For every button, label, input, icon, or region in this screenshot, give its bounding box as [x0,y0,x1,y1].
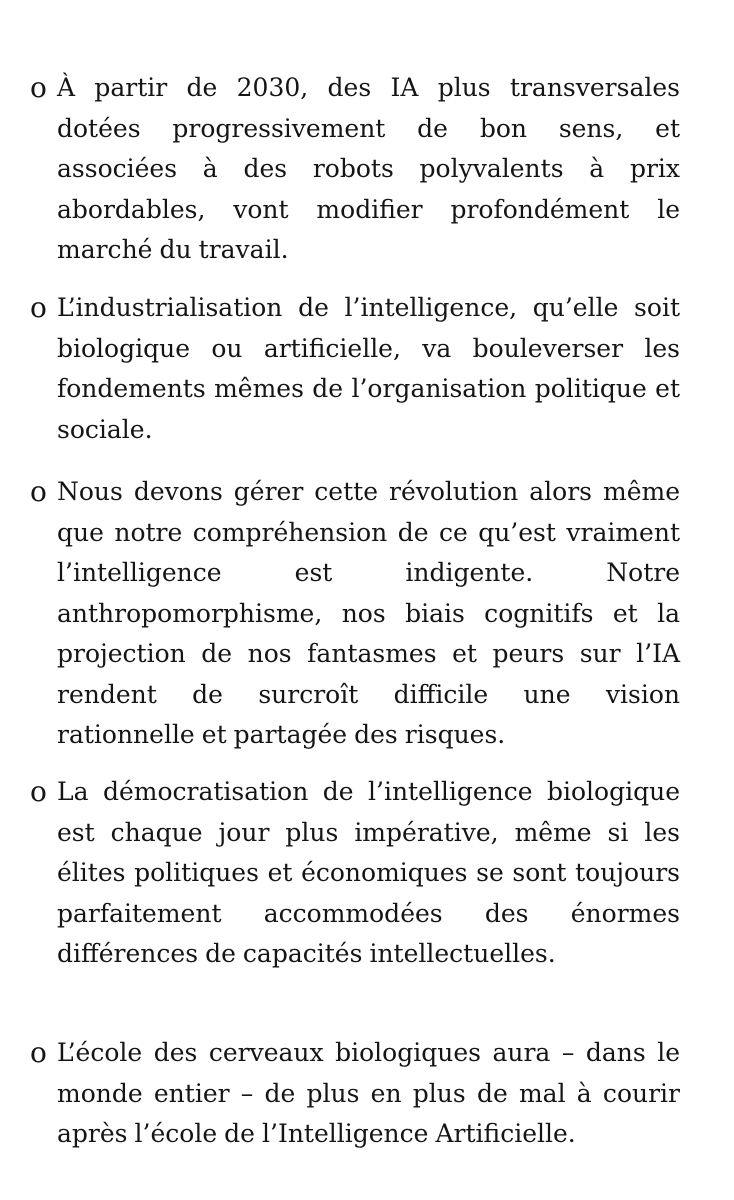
bullet-marker: o [30,475,47,508]
list-item [30,472,680,756]
bullet-marker: o [30,1036,47,1069]
list-item [30,1033,680,1155]
bullet-text: L’industrialisation de l’intelligence, qu’elle soit biologique ou artificielle, va bouleverser les fondements mêmes de l’organisation politique et sociale. [57,293,680,444]
list-item [30,288,680,450]
bullet-text: L’école des cerveaux biologiques aura – dans le monde entier – de plus en plus de mal à courir après l’école de l’Intelligence Artificielle. [57,1038,680,1148]
list-item [30,68,680,271]
bullet-marker: o [30,775,47,808]
list-item [30,772,680,975]
bullet-text: Nous devons gérer cette révolution alors même que notre compréhension de ce qu’est vraiment l’intelligence est indigente. Notre anthropomorphisme, nos biais cognitifs et la projection de nos fantasmes et peurs sur l’IA rendent de surcroît difficile une vision rationnelle et partagée des risques. [57,477,680,749]
bullet-text: La démocratisation de l’intelligence biologique est chaque jour plus impérative, même si les élites politiques et économiques se sont toujours parfaitement accommodées des énormes différences de capacités intellectuelles. [57,777,680,968]
bullet-marker: o [30,291,47,324]
bullet-marker: o [30,71,47,104]
bullet-text: À partir de 2030, des IA plus transversales dotées progressivement de bon sens, et associées à des robots polyvalents à prix abordables, vont modifier profondément le marché du travail. [57,73,680,264]
